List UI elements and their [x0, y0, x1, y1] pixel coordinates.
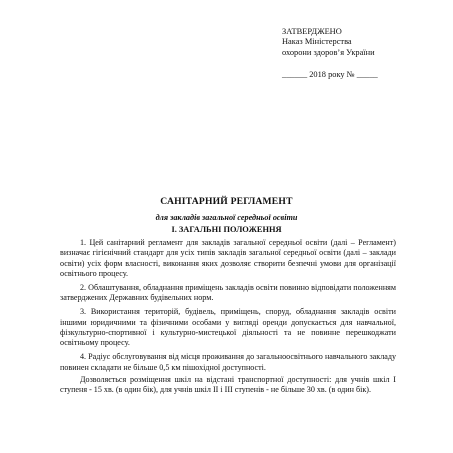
- approval-order-line: Наказ Міністерства: [282, 37, 352, 47]
- approval-ministry-line: охорони здоров’я України: [282, 47, 375, 57]
- document-body: [60, 238, 396, 399]
- paragraph-5: Дозволяється розміщення шкіл на відстані транспортної доступності: для учнів шкіл І ступеня - 15 хв. (в один бік), для учнів шкіл ІІ і ІІІ ступенів - не більше 30 хв. (в один бік).: [60, 375, 396, 395]
- document-title: САНІТАРНИЙ РЕГЛАМЕНТ: [160, 196, 293, 207]
- paragraph-3: 3. Використання територій, будівель, приміщень, споруд, обладнання закладів освіти іншими юридичними та фізичними особами у вигляді оренди допускається для навчальної, фізкультурно-спортивної і культурно-мистецької діяльності та не повинне перешкоджати освітньому процесу.: [60, 307, 396, 348]
- section-heading: І. ЗАГАЛЬНІ ПОЛОЖЕННЯ: [171, 225, 282, 234]
- approval-title: ЗАТВЕРДЖЕНО: [282, 27, 342, 36]
- document-title-block: [0, 196, 453, 234]
- paragraph-4: 4. Радіус обслуговування від місця проживання до загальноосвітнього навчального закладу повинен складати не більше 0,5 км пішохідної доступності.: [60, 352, 396, 372]
- approval-date-line: ______ 2018 року № _____: [282, 70, 378, 80]
- document-subtitle: для закладів загальної середньої освіти: [155, 213, 298, 222]
- paragraph-1: 1. Цей санітарний регламент для закладів загальної середньої освіти (далі – Регламент) визначає гігієнічний стандарт для усіх типів закладів загальної середньої освіти (далі – заклади освіти) усіх форм власності, виконання яких дозволяє створити безпечні умови для організації освітнього процесу.: [60, 238, 396, 279]
- paragraph-2: 2. Облаштування, обладнання приміщень закладів освіти повинно відповідати положенням затверджених Державних будівельних норм.: [60, 283, 396, 303]
- approval-stamp: [282, 27, 378, 81]
